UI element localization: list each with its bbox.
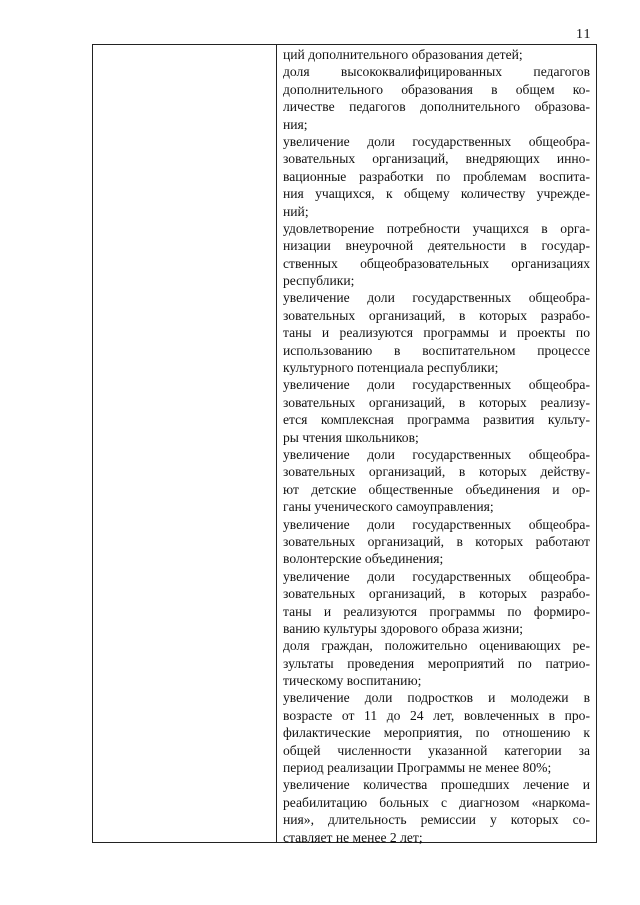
- text-line: ставляет не менее 2 лет;: [283, 829, 423, 845]
- text-line: увеличение доли государственных общеобра-: [283, 446, 590, 462]
- text-line: ния учащихся, к общему количеству учрежде-: [283, 186, 590, 202]
- text-line: зовательных организаций, в которых работают: [283, 533, 590, 549]
- text-line: увеличение доли государственных общеобра-: [283, 568, 590, 584]
- text-line: республики;: [283, 273, 355, 289]
- table-cell-right: [277, 45, 596, 845]
- text-line: таны и реализуются программы по формиро-: [283, 603, 590, 619]
- text-line: ванию культуры здорового образа жизни;: [283, 620, 524, 636]
- text-line: доля высококвалифицированных педагогов: [283, 64, 590, 80]
- text-line: ганы ученического самоуправления;: [283, 499, 494, 515]
- text-line: удовлетворение потребности учащихся в орга-: [283, 220, 590, 236]
- text-line: личестве педагогов дополнительного образова-: [283, 99, 590, 115]
- text-line: ры чтения школьников;: [283, 429, 419, 445]
- text-line: увеличение доли подростков и молодежи в: [283, 690, 590, 706]
- page-number: 11: [576, 27, 592, 42]
- text-line: филактические мероприятия, по отношению к: [283, 725, 590, 741]
- text-line: ния;: [283, 116, 308, 132]
- text-line: увеличение количества прошедших лечение и: [283, 777, 590, 793]
- text-line: волонтерские объединения;: [283, 551, 444, 567]
- text-line: ния», длительность ремиссии у которых со-: [283, 812, 590, 828]
- text-line: зовательных организаций, внедряющих инно-: [283, 151, 590, 167]
- text-line: вационные разработки по проблемам воспита-: [283, 168, 590, 184]
- text-line: зовательных организаций, в которых разрабо-: [283, 307, 590, 323]
- text-line: таны и реализуются программы и проекты по: [283, 325, 590, 341]
- text-line: доля граждан, положительно оценивающих ре-: [283, 638, 590, 654]
- text-line: зовательных организаций, в которых разрабо-: [283, 586, 590, 602]
- text-line: низации внеурочной деятельности в государ-: [283, 238, 590, 254]
- text-line: ственных общеобразовательных организациях: [283, 255, 590, 271]
- text-line: увеличение доли государственных общеобра-: [283, 133, 590, 149]
- text-line: культурного потенциала республики;: [283, 360, 499, 376]
- table-cell-left: [93, 45, 276, 842]
- text-line: реабилитацию больных с диагнозом «наркома-: [283, 794, 590, 810]
- document-table: [92, 44, 597, 843]
- text-line: период реализации Программы не менее 80%;: [283, 760, 552, 776]
- text-line: увеличение доли государственных общеобра-: [283, 377, 590, 393]
- text-line: ется комплексная программа развития культу-: [283, 412, 590, 428]
- text-line: зультаты проведения мероприятий по патрио-: [283, 655, 590, 671]
- text-line: увеличение доли государственных общеобра-: [283, 516, 590, 532]
- text-line: увеличение доли государственных общеобра-: [283, 290, 590, 306]
- text-line: ний;: [283, 203, 309, 219]
- text-line: ют детские общественные объединения и ор-: [283, 481, 590, 497]
- text-line: ций дополнительного образования детей;: [283, 47, 523, 62]
- text-line: общей численности указанной категории за: [283, 742, 590, 758]
- text-line: зовательных организаций, в которых действу-: [283, 464, 590, 480]
- text-line: зовательных организаций, в которых реализу-: [283, 394, 590, 410]
- text-line: тическому воспитанию;: [283, 673, 422, 689]
- text-line: использованию в воспитательном процессе: [283, 342, 590, 358]
- text-line: дополнительного образования в общем ко-: [283, 81, 590, 97]
- text-line: возрасте от 11 до 24 лет, вовлеченных в про-: [283, 707, 590, 723]
